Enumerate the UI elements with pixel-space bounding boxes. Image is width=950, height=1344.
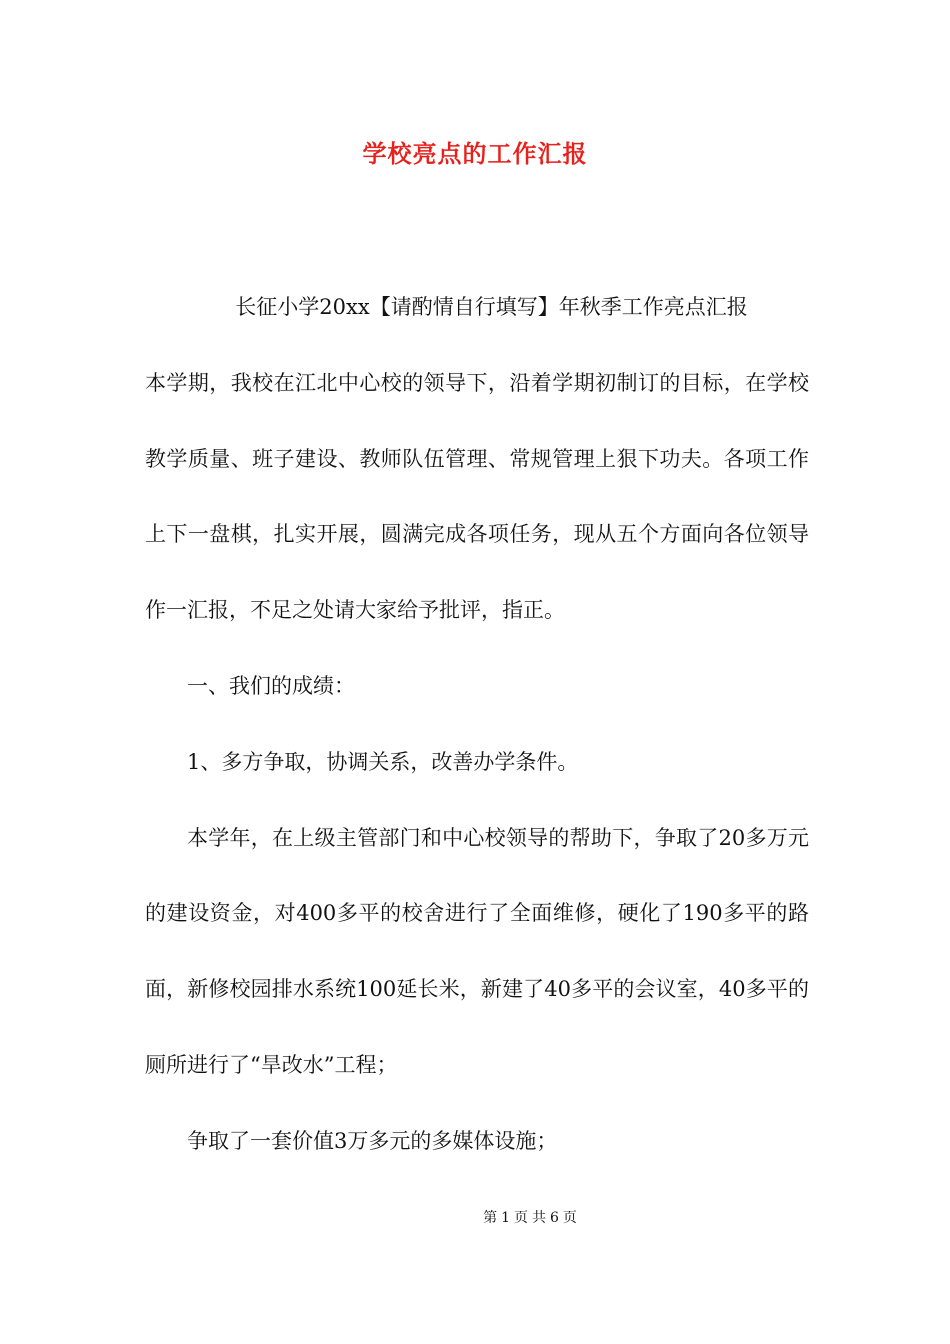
subsection-heading: 1、多方争取，协调关系，改善办学条件。	[187, 749, 579, 774]
section-heading: 一、我们的成绩：	[187, 673, 355, 698]
paragraph-heading-line: 长征小学20xx【请酌情自行填写】年秋季工作亮点汇报	[235, 295, 748, 319]
document-body	[145, 270, 809, 1180]
paragraph-multimedia: 争取了一套价值3万多元的多媒体设施；	[187, 1128, 558, 1153]
page-footer	[0, 1208, 950, 1228]
paragraph-construction: 本学年，在上级主管部门和中心校领导的帮助下，争取了20多万元的建设资金，对400多平的校舍进行了全面维修，硬化了190多平的路面，新修校园排水系统100延长米，新建了40多平的会议室，40多平的厕所进行了“旱改水”工程；	[145, 825, 809, 1077]
footer-page-label: 页	[514, 1210, 528, 1226]
document-title: 学校亮点的工作汇报	[362, 139, 588, 168]
paragraph-intro: 本学期，我校在江北中心校的领导下，沿着学期初制订的目标，在学校教学质量、班子建设、教师队伍管理、常规管理上狠下功夫。各项工作上下一盘棋，扎实开展，圆满完成各项任务，现从五个方面向各位领导作一汇报，不足之处请大家给予批评，指正。	[145, 370, 809, 623]
footer-prefix: 第	[483, 1210, 498, 1226]
footer-total-pages: 6	[550, 1210, 559, 1226]
footer-current-page: 1	[501, 1210, 510, 1226]
footer-total-label: 共	[532, 1210, 546, 1226]
footer-suffix: 页	[562, 1210, 577, 1226]
